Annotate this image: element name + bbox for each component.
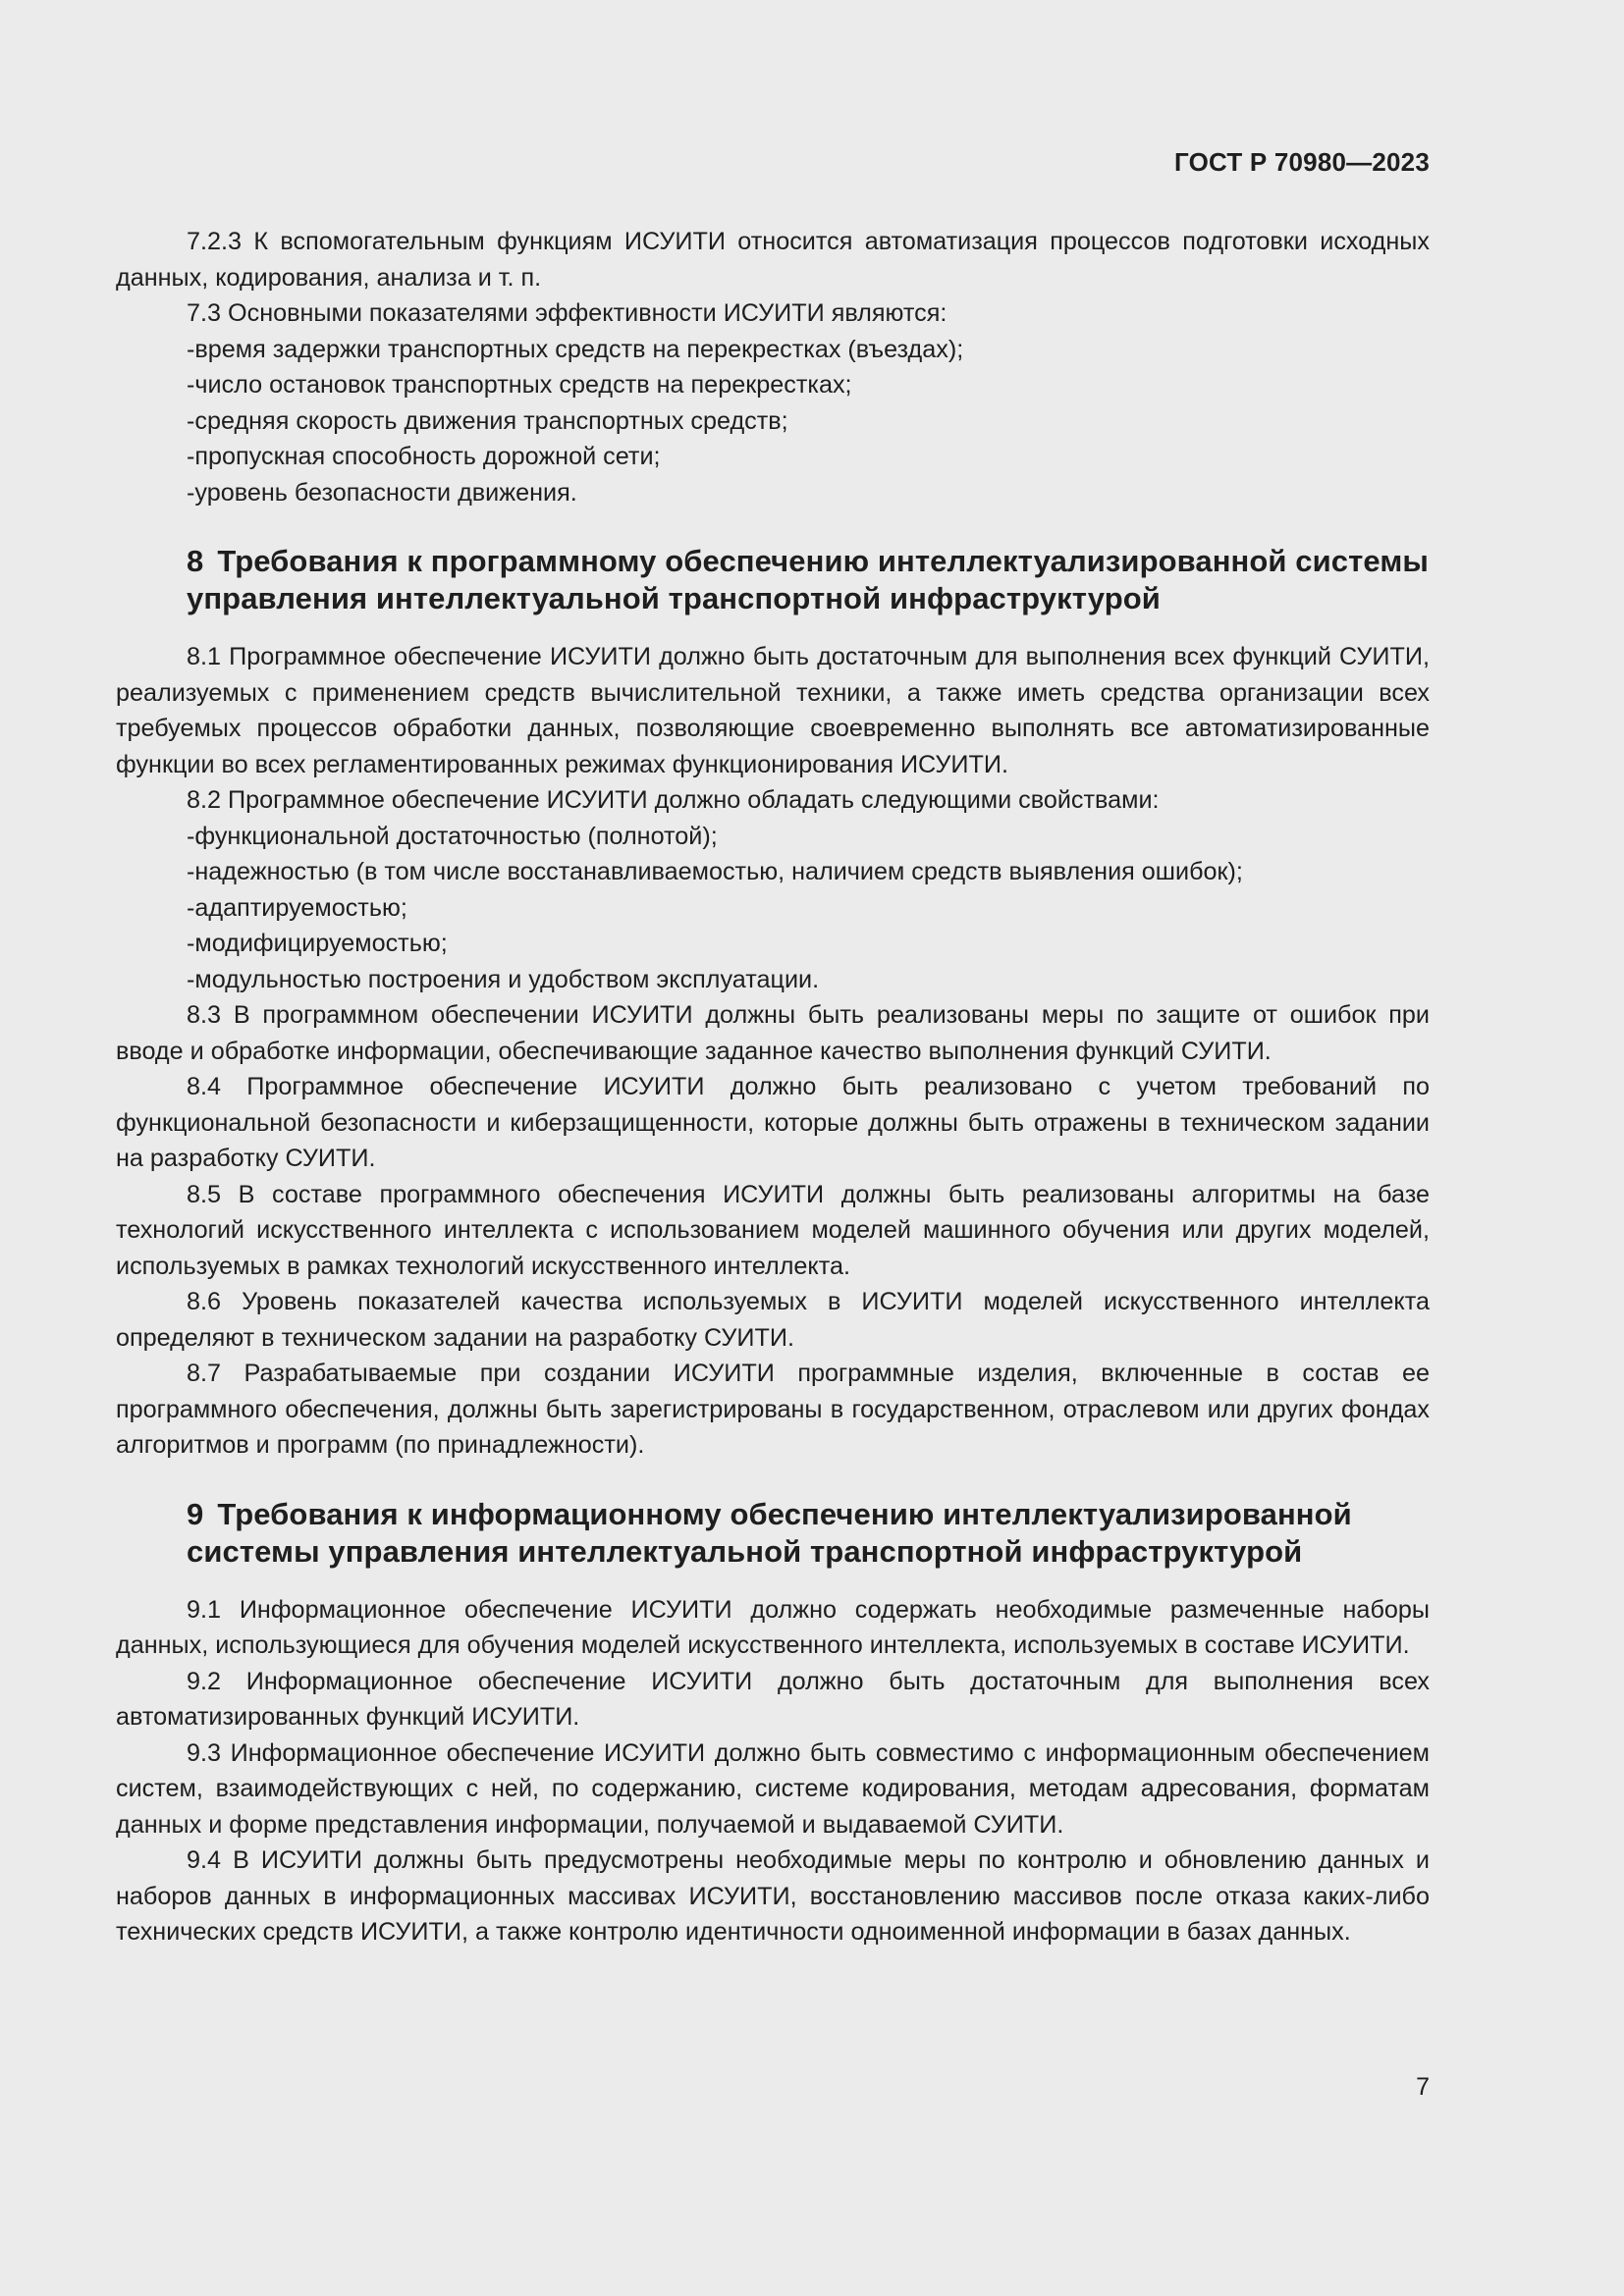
list-8-2 (116, 819, 1430, 998)
paragraph-8-5: 8.5 В составе программного обеспечения ИСУИТИ должны быть реализованы алгоритмы на базе технологий искусственного интеллекта с использованием моделей машинного обучения или других моделей, используемых в рамках технологий искусственного интеллекта. (116, 1180, 1430, 1280)
paragraph-7-2-3: 7.2.3 К вспомогательным функциям ИСУИТИ относится автоматизация процессов подготовки исходных данных, кодирования, анализа и т. п. (116, 228, 1430, 292)
list-marker: - (187, 893, 195, 922)
standard-code-header: ГОСТ Р 70980—2023 (1174, 147, 1430, 177)
list-marker: - (187, 858, 195, 885)
list-item: -время задержки транспортных средств на перекрестках (въездах); (187, 335, 964, 363)
list-item: -функциональной достаточностью (полнотой); (187, 822, 718, 850)
list-item: -средняя скорость движения транспортных средств; (187, 406, 788, 435)
list-item: -адаптируемостью; (187, 893, 407, 922)
paragraph-8-6: 8.6 Уровень показателей качества используемых в ИСУИТИ моделей искусственного интеллекта определяют в техническом задании на разработку СУИТИ. (116, 1288, 1430, 1352)
list-item: -модифицируемостью; (187, 930, 448, 957)
section-9-title: 9 Требования к информационному обеспечению интеллектуализированной системы управления интеллектуальной транспортной инфраструктурой (187, 1496, 1352, 1569)
list-marker: - (187, 822, 195, 850)
list-item: -уровень безопасности движения. (187, 478, 577, 507)
paragraph-9-1: 9.1 Информационное обеспечение ИСУИТИ должно содержать необходимые размеченные наборы данных, использующиеся для обучения моделей искусственного интеллекта, используемых в составе ИСУИТИ. (116, 1595, 1430, 1659)
paragraph-8-3: 8.3 В программном обеспечении ИСУИТИ должны быть реализованы меры по защите от ошибок при вводе и обработке информации, обеспечивающие заданное качество выполнения функций СУИТИ. (116, 1001, 1430, 1065)
paragraph-8-2: 8.2 Программное обеспечение ИСУИТИ должно обладать следующими свойствами: (187, 786, 1160, 814)
paragraph-9-3: 9.3 Информационное обеспечение ИСУИТИ должно быть совместимо с информационным обеспечением систем, взаимодействующих с ней, по содержанию, системе кодирования, методам адресования, форматам данных и форме представления информации, получаемой и выдаваемой СУИТИ. (116, 1738, 1430, 1839)
list-item: -пропускная способность дорожной сети; (187, 443, 661, 470)
list-marker: - (187, 478, 195, 507)
paragraph-8-7: 8.7 Разрабатываемые при создании ИСУИТИ программные изделия, включенные в состав ее программного обеспечения, должны быть зарегистрированы в государственном, отраслевом или других фондах алгоритмов и программ (по принадлежности). (116, 1360, 1430, 1459)
paragraph-8-1: 8.1 Программное обеспечение ИСУИТИ должно быть достаточным для выполнения всех функций СУИТИ, реализуемых с применением средств вычислительной техники, а также иметь средства организации всех требуемых процессов обработки данных, позволяющие своевременно выполнять все автоматизированные функции во всех регламентированных режимах функционирования ИСУИТИ. (116, 643, 1430, 778)
paragraph-9-2: 9.2 Информационное обеспечение ИСУИТИ должно быть достаточным для выполнения всех автоматизированных функций ИСУИТИ. (116, 1667, 1430, 1731)
page-number: 7 (1416, 2073, 1430, 2101)
list-marker: - (187, 406, 195, 435)
list-marker: - (187, 930, 195, 957)
paragraph-8-4: 8.4 Программное обеспечение ИСУИТИ должно быть реализовано с учетом требований по функциональной безопасности и киберзащищенности, которые должны быть отражены в техническом задании на разработку СУИТИ. (116, 1073, 1430, 1172)
section-8-title: 8 Требования к программному обеспечению интеллектуализированной системы управления интеллектуальной транспортной инфраструктурой (187, 544, 1429, 615)
paragraph-9-4: 9.4 В ИСУИТИ должны быть предусмотрены необходимые меры по контролю и обновлению данных и наборов данных в информационных массивах ИСУИТИ, восстановлению массивов после отказа каких-либо технических средств ИСУИТИ, а также контролю идентичности одноименной информации в базах данных. (116, 1846, 1430, 1946)
list-marker: - (187, 335, 195, 363)
list-7-3 (116, 332, 1430, 511)
list-item: -надежностью (в том числе восстанавливаемостью, наличием средств выявления ошибок); (187, 858, 1243, 885)
list-item: -число остановок транспортных средств на перекрестках; (187, 371, 852, 399)
list-marker: - (187, 965, 195, 993)
list-marker: - (187, 371, 195, 399)
list-marker: - (187, 443, 195, 470)
document-body (116, 224, 1430, 1950)
paragraph-7-3: 7.3 Основными показателями эффективности ИСУИТИ являются: (187, 299, 947, 327)
list-item: -модульностью построения и удобством эксплуатации. (187, 965, 820, 993)
